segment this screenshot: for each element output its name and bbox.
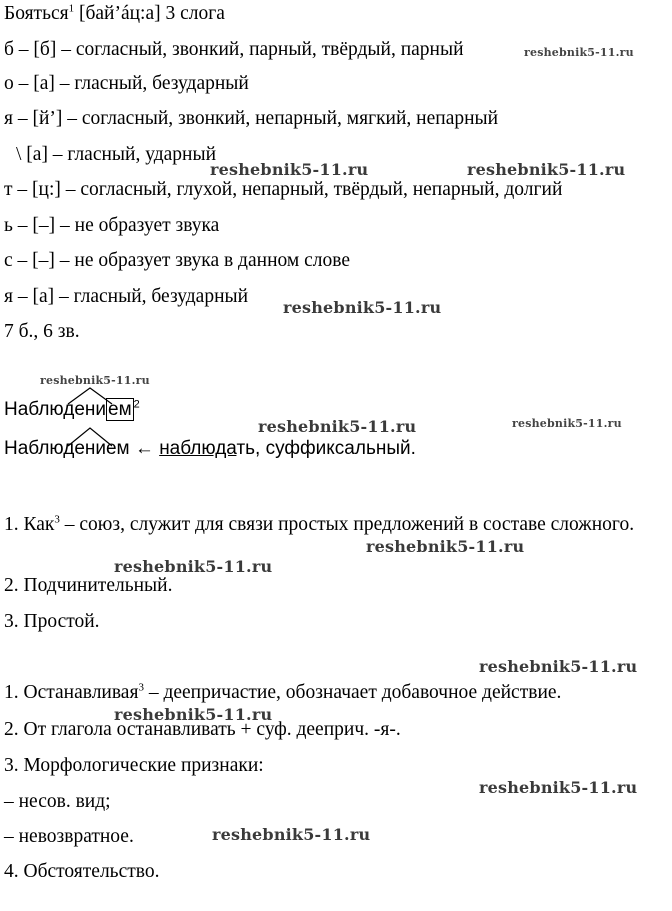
gerund-analysis <box>4 681 561 705</box>
morpheme-footnote-mark: 2 <box>133 398 140 411</box>
watermark: reshebnik5-11.ru <box>258 417 417 436</box>
watermark: reshebnik5-11.ru <box>212 825 371 844</box>
item-footnote-mark: 3 <box>138 681 144 694</box>
watermark: reshebnik5-11.ru <box>114 557 273 576</box>
derived-word: Наблюдением <box>4 438 130 459</box>
list-item: 4. Обстоятельство. <box>4 861 160 882</box>
list-item: 2. Подчинительный. <box>4 575 173 596</box>
heading-footnote-mark: 1 <box>68 2 75 15</box>
watermark: reshebnik5-11.ru <box>366 537 525 556</box>
base-word-rest: ть, суффиксальный. <box>236 438 416 459</box>
heading-transcription: [бай’áц:а] 3 слога <box>74 3 225 24</box>
watermark: reshebnik5-11.ru <box>524 46 634 59</box>
watermark: reshebnik5-11.ru <box>210 160 369 179</box>
item-text: – союз, служит для связи простых предложений в составе сложного. <box>59 514 635 535</box>
list-item: 3. Морфологические признаки: <box>4 755 264 776</box>
item-prefix: 1. Останавливая <box>4 682 139 703</box>
feature-item: – невозвратное. <box>4 826 134 847</box>
watermark: reshebnik5-11.ru <box>283 298 442 317</box>
feature-item: – несов. вид; <box>4 791 111 812</box>
item-prefix: 1. Как <box>4 514 55 535</box>
morpheme-stem: Наблюдени <box>4 399 106 420</box>
watermark: reshebnik5-11.ru <box>40 374 150 387</box>
analysis-row: о – [а] – гласный, безударный <box>4 73 249 94</box>
watermark: reshebnik5-11.ru <box>479 778 638 797</box>
watermark: reshebnik5-11.ru <box>479 657 638 676</box>
item-text: – деепричастие, обозначает добавочное действие. <box>143 682 562 703</box>
base-word-stem: наблюда <box>159 438 237 459</box>
heading-line <box>4 2 225 26</box>
item-footnote-mark: 3 <box>54 513 60 526</box>
list-item: 3. Простой. <box>4 611 100 632</box>
watermark: reshebnik5-11.ru <box>114 705 273 724</box>
suffix-mark <box>68 388 112 404</box>
watermark: reshebnik5-11.ru <box>512 417 622 430</box>
derivation-arrow: ← <box>129 438 160 459</box>
analysis-row: я – [а] – гласный, безударный <box>4 286 249 307</box>
list-item: 2. От глагола останавливать + суф. дееприч. -я-. <box>4 719 401 740</box>
summary-count: 7 б., 6 зв. <box>4 321 80 342</box>
analysis-row: с – [–] – не образует звука в данном слове <box>4 250 350 271</box>
ending-box: ем <box>108 399 132 420</box>
analysis-row: ь – [–] – не образует звука <box>4 215 220 236</box>
derivation-line <box>4 437 416 461</box>
analysis-row: б – [б] – согласный, звонкий, парный, твёрдый, парный <box>4 39 464 60</box>
conjunction-analysis <box>4 511 668 538</box>
analysis-row: я – [й’] – согласный, звонкий, непарный, мягкий, непарный <box>4 108 499 129</box>
analysis-row: \ [а] – гласный, ударный <box>16 144 217 165</box>
heading-word: Бояться <box>4 3 69 24</box>
watermark: reshebnik5-11.ru <box>467 160 626 179</box>
analysis-row: т – [ц:] – согласный, глухой, непарный, твёрдый, непарный, долгий <box>4 179 563 200</box>
